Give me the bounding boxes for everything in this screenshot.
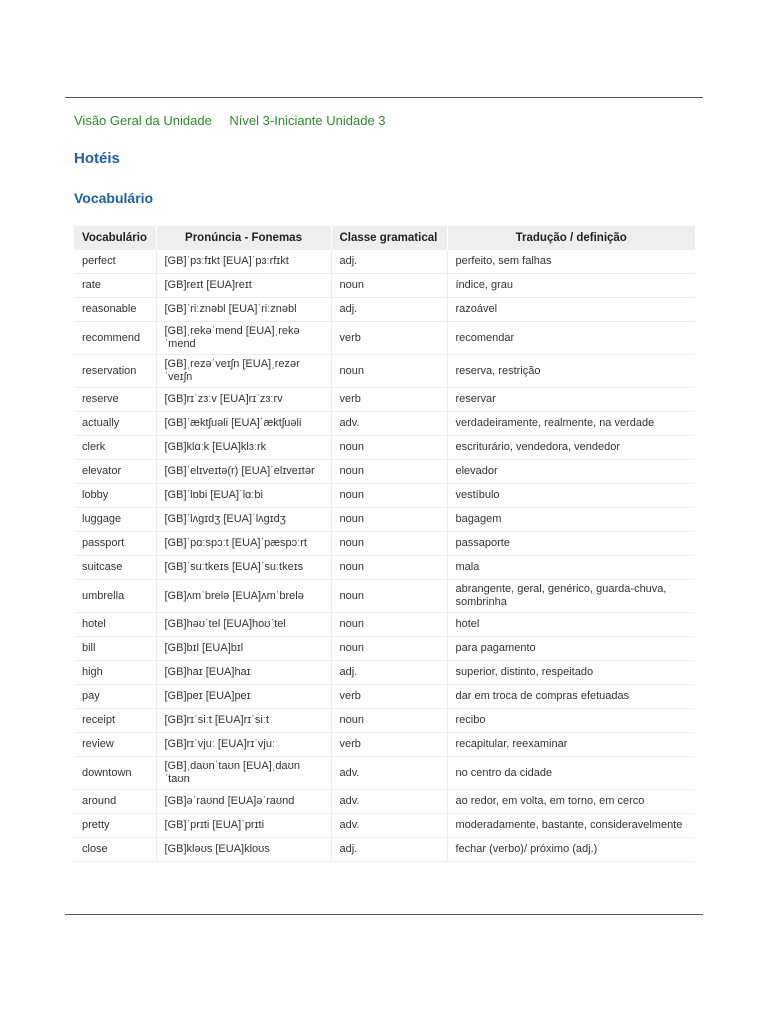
cell-word: hotel (74, 613, 156, 637)
cell-word-class: noun (331, 532, 447, 556)
page-title: Hotéis (74, 150, 120, 167)
cell-translation: bagagem (447, 508, 695, 532)
header-translation: Tradução / definição (447, 226, 695, 250)
table-row (74, 412, 695, 436)
cell-translation: fechar (verbo)/ próximo (adj.) (447, 838, 695, 862)
cell-pronunciation: [GB]peɪ [EUA]peɪ (156, 685, 331, 709)
cell-word-class: adv. (331, 814, 447, 838)
cell-word-class: adv. (331, 790, 447, 814)
cell-translation: elevador (447, 460, 695, 484)
cell-word-class: adv. (331, 757, 447, 790)
cell-pronunciation: [GB]bɪl [EUA]bɪl (156, 637, 331, 661)
table-body (74, 250, 695, 862)
table-row (74, 790, 695, 814)
cell-pronunciation: [GB]ˈelɪveɪtə(r) [EUA]ˈelɪveɪtər (156, 460, 331, 484)
cell-word: pay (74, 685, 156, 709)
vocabulary-table (74, 226, 695, 862)
cell-word: reasonable (74, 298, 156, 322)
cell-word-class: noun (331, 508, 447, 532)
cell-word-class: adj. (331, 661, 447, 685)
cell-translation: mala (447, 556, 695, 580)
breadcrumb-overview-link[interactable]: Visão Geral da Unidade (74, 113, 212, 128)
cell-pronunciation: [GB]ʌmˈbrelə [EUA]ʌmˈbrelə (156, 580, 331, 613)
table-row (74, 685, 695, 709)
cell-translation: vestíbulo (447, 484, 695, 508)
table-row (74, 298, 695, 322)
cell-pronunciation: [GB]ˈlɒbi [EUA]ˈlɑːbi (156, 484, 331, 508)
table-row (74, 388, 695, 412)
cell-pronunciation: [GB]ˌrezəˈveɪʃn [EUA]ˌrezərˈveɪʃn (156, 355, 331, 388)
cell-pronunciation: [GB]ˌrekəˈmend [EUA]ˌrekəˈmend (156, 322, 331, 355)
breadcrumb-level-link[interactable]: Nível 3-Iniciante Unidade 3 (229, 113, 386, 128)
header-word-class: Classe gramatical (331, 226, 447, 250)
table-header-row (74, 226, 695, 250)
cell-word: umbrella (74, 580, 156, 613)
cell-translation: recibo (447, 709, 695, 733)
table-row (74, 322, 695, 355)
cell-word: bill (74, 637, 156, 661)
cell-word-class: noun (331, 274, 447, 298)
cell-word: rate (74, 274, 156, 298)
cell-translation: abrangente, geral, genérico, guarda-chuva, sombrinha (447, 580, 695, 613)
cell-pronunciation: [GB]rɪˈzɜːv [EUA]rɪˈzɜːrv (156, 388, 331, 412)
bottom-divider (65, 914, 703, 915)
cell-word-class: verb (331, 322, 447, 355)
cell-word-class: verb (331, 733, 447, 757)
table-row (74, 532, 695, 556)
cell-pronunciation: [GB]ˈpɑːspɔːt [EUA]ˈpæspɔːrt (156, 532, 331, 556)
table-row (74, 484, 695, 508)
cell-translation: razoável (447, 298, 695, 322)
cell-translation: passaporte (447, 532, 695, 556)
cell-word: lobby (74, 484, 156, 508)
cell-pronunciation: [GB]ˈpɜːfɪkt [EUA]ˈpɜːrfɪkt (156, 250, 331, 274)
cell-word: recommend (74, 322, 156, 355)
cell-word-class: verb (331, 388, 447, 412)
cell-translation: moderadamente, bastante, consideravelmente (447, 814, 695, 838)
cell-translation: perfeito, sem falhas (447, 250, 695, 274)
cell-word: high (74, 661, 156, 685)
table-row (74, 355, 695, 388)
cell-word-class: adv. (331, 412, 447, 436)
cell-word: elevator (74, 460, 156, 484)
cell-translation: hotel (447, 613, 695, 637)
cell-translation: verdadeiramente, realmente, na verdade (447, 412, 695, 436)
cell-word: actually (74, 412, 156, 436)
table-row (74, 508, 695, 532)
cell-word-class: adj. (331, 298, 447, 322)
table-row (74, 274, 695, 298)
cell-word: review (74, 733, 156, 757)
cell-word-class: noun (331, 556, 447, 580)
header-pronunciation: Pronúncia - Fonemas (156, 226, 331, 250)
cell-translation: reservar (447, 388, 695, 412)
table-row (74, 838, 695, 862)
cell-word-class: noun (331, 613, 447, 637)
cell-pronunciation: [GB]ˈprɪti [EUA]ˈprɪti (156, 814, 331, 838)
table-row (74, 733, 695, 757)
cell-word-class: noun (331, 355, 447, 388)
cell-pronunciation: [GB]ˈlʌɡɪdʒ [EUA]ˈlʌɡɪdʒ (156, 508, 331, 532)
cell-translation: dar em troca de compras efetuadas (447, 685, 695, 709)
cell-word-class: noun (331, 460, 447, 484)
top-divider (65, 97, 703, 98)
cell-word: pretty (74, 814, 156, 838)
cell-word-class: noun (331, 709, 447, 733)
header-vocabulary: Vocabulário (74, 226, 156, 250)
cell-word-class: noun (331, 580, 447, 613)
cell-translation: para pagamento (447, 637, 695, 661)
cell-pronunciation: [GB]haɪ [EUA]haɪ (156, 661, 331, 685)
cell-pronunciation: [GB]ˈæktʃuəli [EUA]ˈæktʃuəli (156, 412, 331, 436)
cell-translation: superior, distinto, respeitado (447, 661, 695, 685)
cell-word-class: noun (331, 484, 447, 508)
cell-word: reservation (74, 355, 156, 388)
cell-word: receipt (74, 709, 156, 733)
table-row (74, 580, 695, 613)
cell-pronunciation: [GB]reɪt [EUA]reɪt (156, 274, 331, 298)
cell-word: reserve (74, 388, 156, 412)
cell-word: clerk (74, 436, 156, 460)
cell-word: downtown (74, 757, 156, 790)
cell-pronunciation: [GB]rɪˈvjuː [EUA]rɪˈvjuː (156, 733, 331, 757)
cell-pronunciation: [GB]ˈsuːtkeɪs [EUA]ˈsuːtkeɪs (156, 556, 331, 580)
cell-pronunciation: [GB]ˈriːznəbl [EUA]ˈriːznəbl (156, 298, 331, 322)
table-row (74, 250, 695, 274)
breadcrumb (74, 113, 400, 128)
cell-word: passport (74, 532, 156, 556)
cell-word: luggage (74, 508, 156, 532)
table-row (74, 814, 695, 838)
cell-word-class: noun (331, 436, 447, 460)
table-row (74, 661, 695, 685)
section-title: Vocabulário (74, 190, 154, 206)
cell-word-class: noun (331, 637, 447, 661)
cell-translation: ao redor, em volta, em torno, em cerco (447, 790, 695, 814)
cell-translation: índice, grau (447, 274, 695, 298)
cell-word: close (74, 838, 156, 862)
cell-translation: recomendar (447, 322, 695, 355)
cell-word-class: adj. (331, 838, 447, 862)
cell-word: suitcase (74, 556, 156, 580)
table-row (74, 613, 695, 637)
cell-translation: reserva, restrição (447, 355, 695, 388)
table-row (74, 709, 695, 733)
cell-pronunciation: [GB]klɑːk [EUA]klɜːrk (156, 436, 331, 460)
cell-pronunciation: [GB]kləʊs [EUA]kloʊs (156, 838, 331, 862)
cell-translation: escriturário, vendedora, vendedor (447, 436, 695, 460)
cell-pronunciation: [GB]əˈraʊnd [EUA]əˈraʊnd (156, 790, 331, 814)
table-row (74, 637, 695, 661)
cell-word-class: adj. (331, 250, 447, 274)
table-row (74, 460, 695, 484)
cell-word-class: verb (331, 685, 447, 709)
cell-word: around (74, 790, 156, 814)
cell-pronunciation: [GB]rɪˈsiːt [EUA]rɪˈsiːt (156, 709, 331, 733)
cell-pronunciation: [GB]ˌdaʊnˈtaʊn [EUA]ˌdaʊnˈtaʊn (156, 757, 331, 790)
cell-translation: recapitular, reexaminar (447, 733, 695, 757)
table-row (74, 436, 695, 460)
cell-translation: no centro da cidade (447, 757, 695, 790)
table-row (74, 556, 695, 580)
table-row (74, 757, 695, 790)
cell-word: perfect (74, 250, 156, 274)
cell-pronunciation: [GB]həʊˈtel [EUA]hoʊˈtel (156, 613, 331, 637)
